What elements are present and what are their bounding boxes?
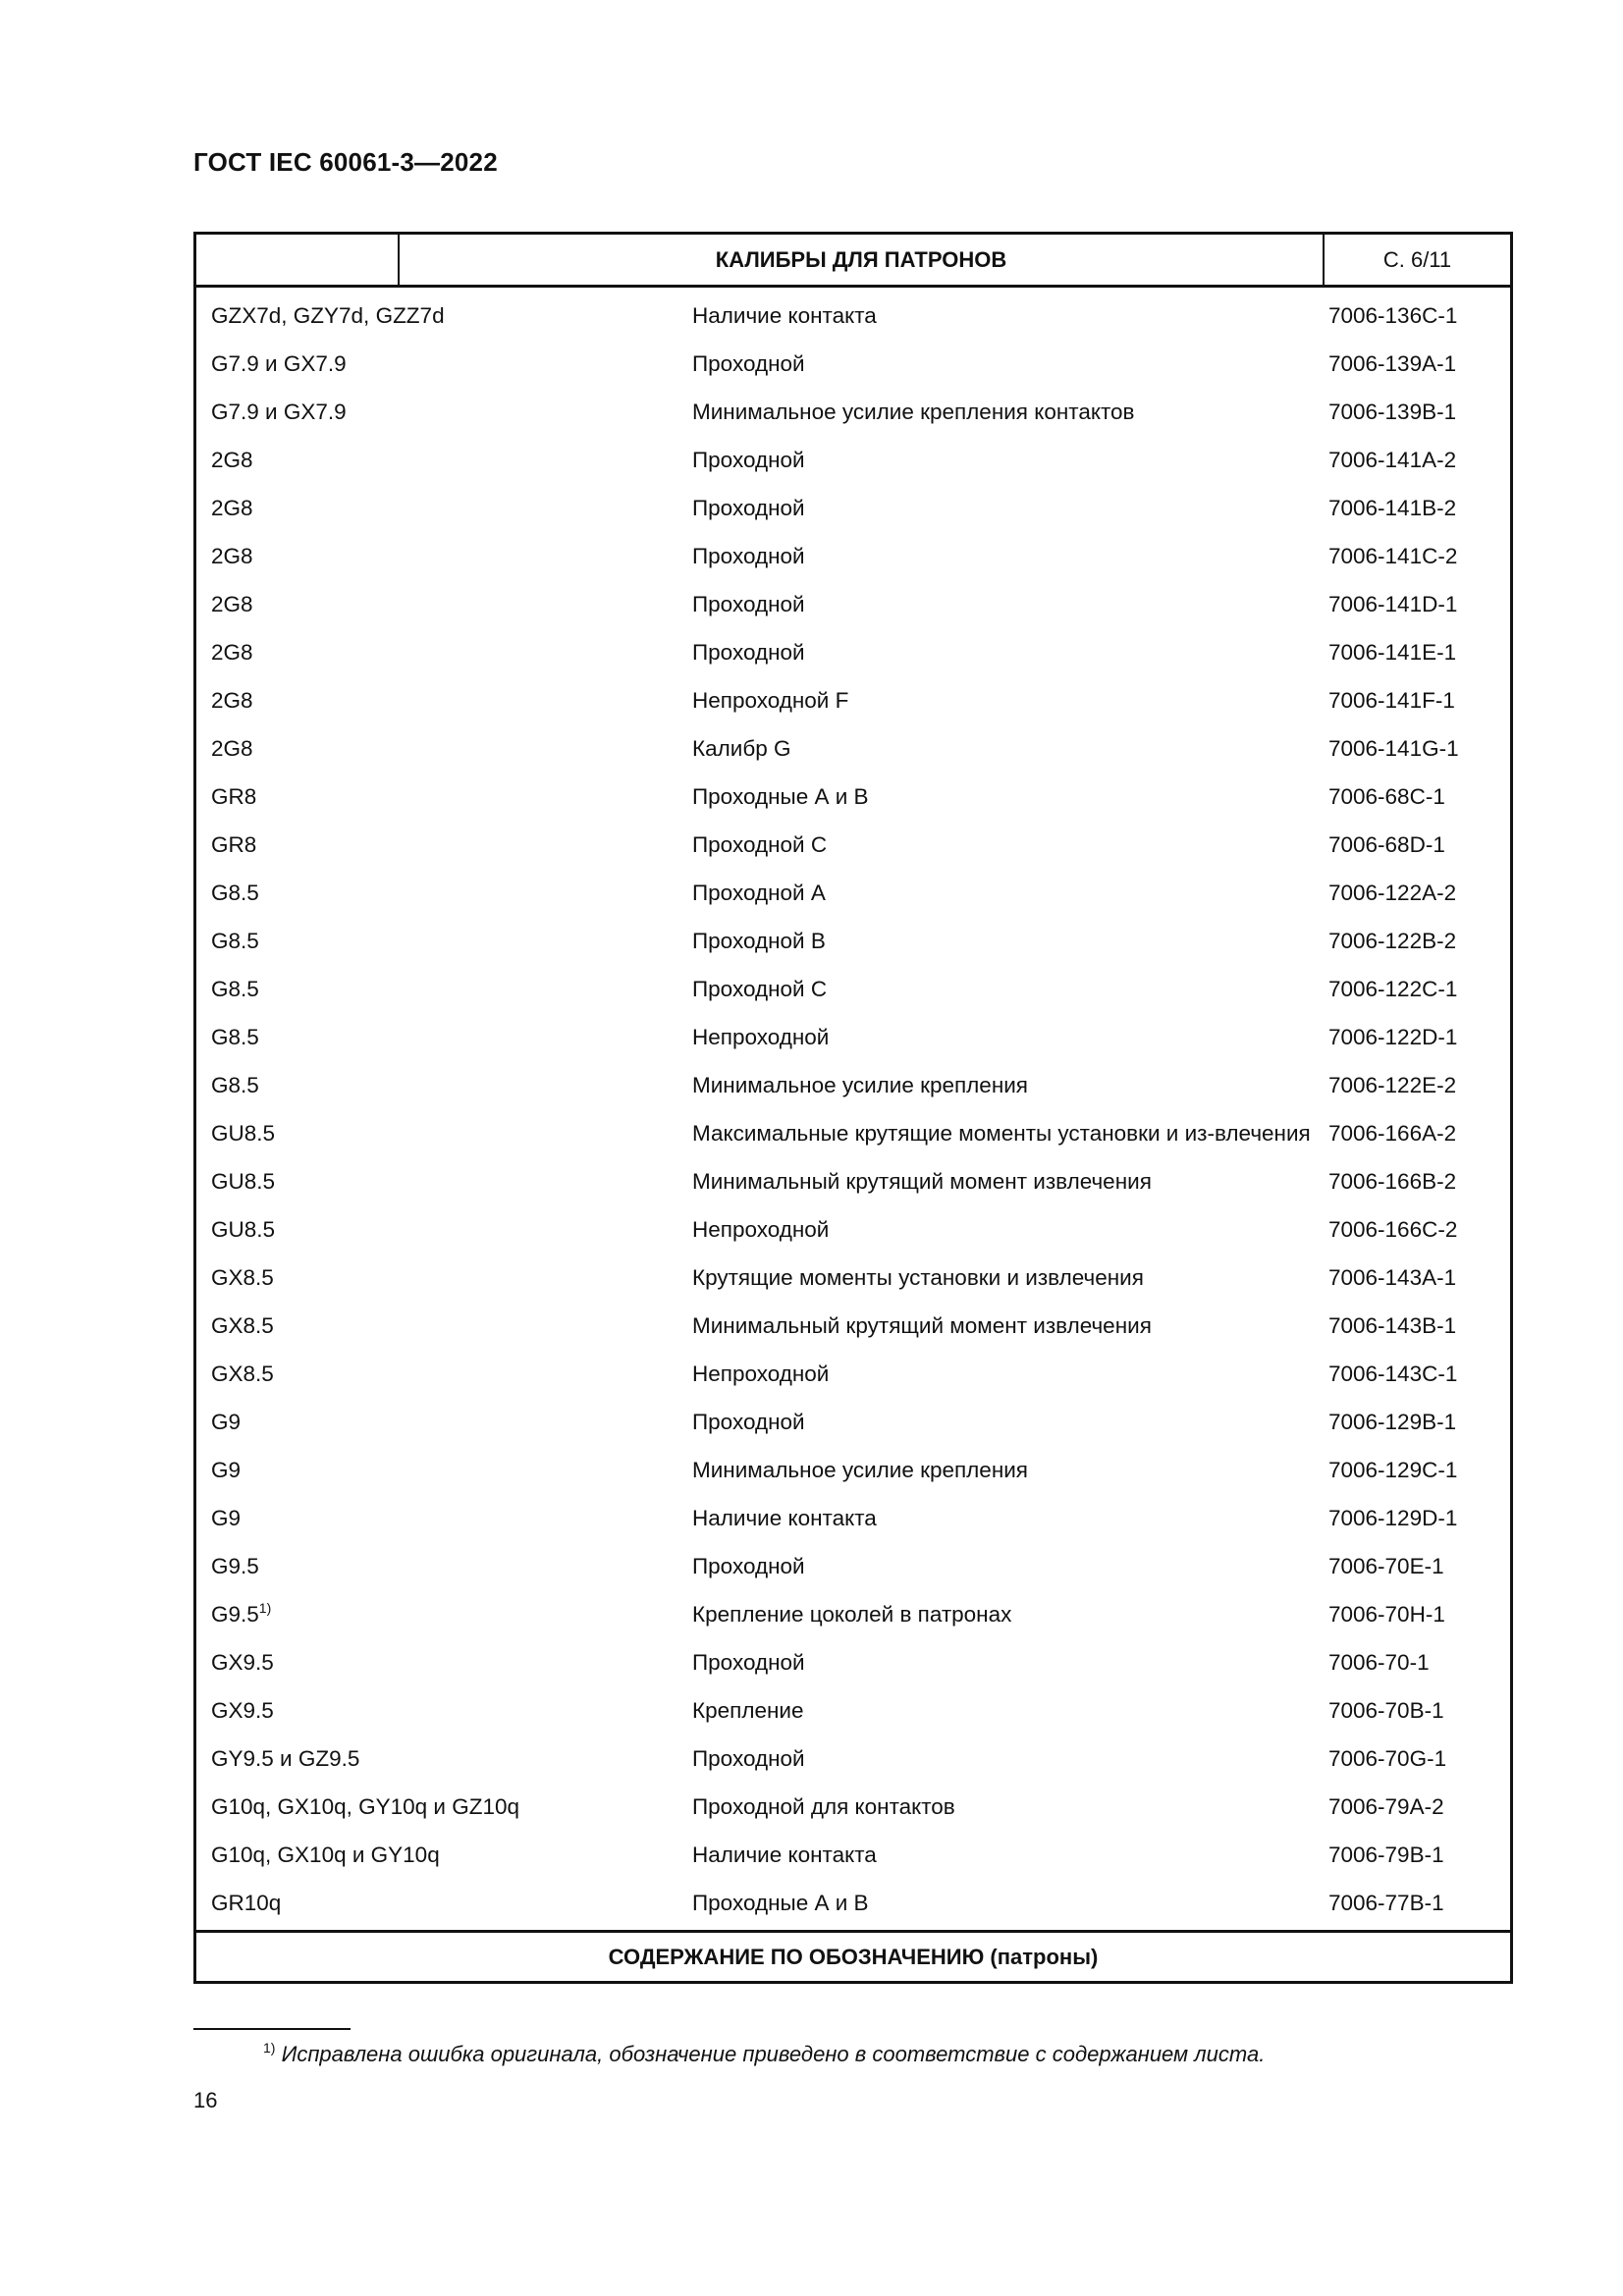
- cap-base-cell: [196, 1023, 692, 1052]
- footnote-ref: 1): [258, 1600, 272, 1616]
- sheet-number-cell: 7006-122B-2: [1328, 929, 1457, 953]
- cap-base-text: G9.5: [211, 1554, 259, 1578]
- cap-base-cell: [196, 494, 692, 523]
- table-row: [196, 1311, 1510, 1341]
- cap-base-cell: [196, 975, 692, 1004]
- gauge-name-cell: Проходной: [692, 592, 805, 616]
- table-row: [196, 494, 1510, 523]
- cap-base-text: GY9.5 и GZ9.5: [211, 1746, 360, 1771]
- sheet-number-cell: 7006-129B-1: [1328, 1410, 1457, 1434]
- table-row: [196, 1408, 1510, 1437]
- cap-base-text: 2G8: [211, 448, 253, 472]
- gauge-name-cell: Крепление цоколей в патронах: [692, 1602, 1012, 1627]
- gauges-table: [193, 232, 1513, 1984]
- table-row: [196, 1360, 1510, 1389]
- cap-base-text: GX8.5: [211, 1313, 274, 1338]
- cap-base-cell: [196, 782, 692, 812]
- gauge-name-cell: Проходной для контактов: [692, 1794, 955, 1819]
- cap-base-text: G10q, GX10q и GY10q: [211, 1842, 440, 1867]
- sheet-number-cell: 7006-68C-1: [1328, 784, 1445, 809]
- cap-base-cell: [196, 686, 692, 716]
- cap-base-cell: [196, 1408, 692, 1437]
- sheet-reference: С. 6/11: [1382, 246, 1452, 272]
- gauge-name-cell: Проходной: [692, 448, 805, 472]
- cap-base-text: GX8.5: [211, 1265, 274, 1290]
- cap-base-cell: [196, 301, 692, 331]
- cap-base-cell: [196, 1841, 692, 1870]
- table-row: [196, 1841, 1510, 1870]
- table-row: [196, 1600, 1510, 1629]
- cap-base-cell: [196, 734, 692, 764]
- gauge-name-cell: Проходной: [692, 544, 805, 568]
- table-row: [196, 830, 1510, 860]
- cap-base-cell: [196, 879, 692, 908]
- gauge-name-cell: Крутящие моменты установки и извлечения: [692, 1265, 1144, 1290]
- cap-base-text: GU8.5: [211, 1121, 276, 1146]
- cap-base-cell: [196, 1744, 692, 1774]
- table-row: [196, 1696, 1510, 1726]
- cap-base-text: G7.9 и GX7.9: [211, 351, 347, 376]
- cap-base-text: GR8: [211, 832, 257, 857]
- cap-base-text: G7.9 и GX7.9: [211, 400, 347, 424]
- cap-base-cell: [196, 1648, 692, 1678]
- cap-base-cell: [196, 1696, 692, 1726]
- cap-base-cell: [196, 1360, 692, 1389]
- cap-base-cell: [196, 1600, 692, 1629]
- footnote: [263, 2042, 1265, 2067]
- gauge-name-cell: Проходной С: [692, 977, 828, 1001]
- cap-base-cell: [196, 1119, 692, 1148]
- gauge-name-cell: Минимальное усилие крепления контактов: [692, 400, 1135, 424]
- table-row: [196, 1648, 1510, 1678]
- gauge-name-cell: Проходной: [692, 1554, 805, 1578]
- sheet-number-cell: 7006-141E-1: [1328, 640, 1457, 665]
- table-row: [196, 349, 1510, 379]
- sheet-number-cell: 7006-141G-1: [1328, 736, 1459, 761]
- gauge-name-cell: Проходной: [692, 496, 805, 520]
- gauge-name-cell: Проходной: [692, 640, 805, 665]
- table-row: [196, 1456, 1510, 1485]
- sheet-number-cell: 7006-141B-2: [1328, 496, 1457, 520]
- cap-base-cell: [196, 1792, 692, 1822]
- gauge-name-cell: Непроходной: [692, 1217, 830, 1242]
- cap-base-cell: [196, 830, 692, 860]
- cap-base-cell: [196, 349, 692, 379]
- table-row: [196, 1215, 1510, 1245]
- cap-base-cell: [196, 1167, 692, 1197]
- gauge-name-cell: Проходной С: [692, 832, 828, 857]
- gauge-name-cell: Непроходной: [692, 1362, 830, 1386]
- sheet-number-cell: 7006-139A-1: [1328, 351, 1457, 376]
- cap-base-text: GZX7d, GZY7d, GZZ7d: [211, 303, 445, 328]
- gauge-name-cell: Максимальные крутящие моменты установки и из-влечения: [692, 1121, 1311, 1146]
- gauge-name-cell: Калибр G: [692, 736, 791, 761]
- gauge-name-cell: Проходные А и В: [692, 784, 869, 809]
- sheet-number-cell: 7006-129C-1: [1328, 1458, 1458, 1482]
- gauge-name-cell: Наличие контакта: [692, 303, 877, 328]
- sheet-number-cell: 7006-143A-1: [1328, 1265, 1457, 1290]
- cap-base-cell: [196, 398, 692, 427]
- cap-base-cell: [196, 638, 692, 667]
- sheet-number-cell: 7006-136C-1: [1328, 303, 1458, 328]
- gauge-name-cell: Минимальное усилие крепления: [692, 1073, 1028, 1097]
- cap-base-text: 2G8: [211, 544, 253, 568]
- sheet-number-cell: 7006-79B-1: [1328, 1842, 1444, 1867]
- cap-base-text: G8.5: [211, 1073, 259, 1097]
- cap-base-text: 2G8: [211, 592, 253, 616]
- sheet-number-cell: 7006-70B-1: [1328, 1698, 1444, 1723]
- cap-base-cell: [196, 542, 692, 571]
- sheet-number-cell: 7006-70-1: [1328, 1650, 1430, 1675]
- gauge-name-cell: Проходной: [692, 1746, 805, 1771]
- cap-base-cell: [196, 1215, 692, 1245]
- sheet-number-cell: 7006-70H-1: [1328, 1602, 1445, 1627]
- gauge-name-cell: Наличие контакта: [692, 1842, 877, 1867]
- cap-base-text: G9: [211, 1506, 242, 1530]
- cap-base-cell: [196, 1071, 692, 1100]
- gauge-name-cell: Проходной А: [692, 881, 826, 905]
- table-row: [196, 398, 1510, 427]
- sheet-number-cell: 7006-141C-2: [1328, 544, 1458, 568]
- sheet-number-cell: 7006-166A-2: [1328, 1121, 1457, 1146]
- sheet-number-cell: 7006-166C-2: [1328, 1217, 1458, 1242]
- table-row: [196, 590, 1510, 619]
- gauge-name-cell: Проходной: [692, 1650, 805, 1675]
- table-row: [196, 927, 1510, 956]
- footer-suffix: (патроны): [990, 1944, 1099, 1969]
- cap-base-text: GX8.5: [211, 1362, 274, 1386]
- table-row: [196, 542, 1510, 571]
- gauge-name-cell: Непроходной F: [692, 688, 849, 713]
- cap-base-cell: [196, 1504, 692, 1533]
- sheet-number-cell: 7006-122C-1: [1328, 977, 1458, 1001]
- sheet-number-cell: 7006-143B-1: [1328, 1313, 1457, 1338]
- cap-base-cell: [196, 446, 692, 475]
- cap-base-cell: [196, 1263, 692, 1293]
- footer-title: СОДЕРЖАНИЕ ПО ОБОЗНАЧЕНИЮ: [608, 1944, 985, 1969]
- cap-base-text: 2G8: [211, 736, 253, 761]
- table-row: [196, 686, 1510, 716]
- table-footer: [196, 1930, 1510, 1981]
- cap-base-text: GU8.5: [211, 1217, 276, 1242]
- gauge-name-cell: Проходные А и В: [692, 1891, 869, 1915]
- table-row: [196, 782, 1510, 812]
- cap-base-cell: [196, 590, 692, 619]
- table-row: [196, 1889, 1510, 1918]
- cap-base-cell: [196, 1311, 692, 1341]
- cap-base-text: GU8.5: [211, 1169, 276, 1194]
- cap-base-text: G8.5: [211, 929, 259, 953]
- cap-base-text: 2G8: [211, 688, 253, 713]
- gauge-name-cell: Проходной: [692, 351, 805, 376]
- gauge-name-cell: Проходной В: [692, 929, 826, 953]
- cap-base-cell: [196, 1456, 692, 1485]
- sheet-number-cell: 7006-143C-1: [1328, 1362, 1458, 1386]
- footnote-marker: 1): [263, 2040, 276, 2056]
- table-row: [196, 975, 1510, 1004]
- table-header: [196, 235, 1510, 288]
- sheet-number-cell: 7006-141D-1: [1328, 592, 1458, 616]
- page-number: 16: [193, 2088, 218, 2112]
- sheet-number-cell: 7006-79A-2: [1328, 1794, 1444, 1819]
- table-row: [196, 446, 1510, 475]
- sheet-number-cell: 7006-77B-1: [1328, 1891, 1444, 1915]
- cap-base-text: G8.5: [211, 977, 259, 1001]
- table-row: [196, 301, 1510, 331]
- table-row: [196, 1023, 1510, 1052]
- table-row: [196, 1167, 1510, 1197]
- cap-base-text: 2G8: [211, 496, 253, 520]
- table-row: [196, 1071, 1510, 1100]
- cap-base-text: GR8: [211, 784, 257, 809]
- table-row: [196, 734, 1510, 764]
- table-row: [196, 1792, 1510, 1822]
- document-code: ГОСТ IEC 60061-3—2022: [193, 147, 498, 177]
- sheet-number-cell: 7006-122D-1: [1328, 1025, 1458, 1049]
- sheet-number-cell: 7006-141F-1: [1328, 688, 1455, 713]
- table-body: [196, 288, 1510, 1930]
- table-row: [196, 1119, 1510, 1148]
- footnote-text: Исправлена ошибка оригинала, обозначение приведено в соответствие с содержанием листа.: [281, 2042, 1266, 2066]
- gauge-name-cell: Минимальный крутящий момент извлечения: [692, 1169, 1152, 1194]
- cap-base-text: GR10q: [211, 1891, 282, 1915]
- cap-base-text: G8.5: [211, 881, 259, 905]
- cap-base-text: 2G8: [211, 640, 253, 665]
- sheet-number-cell: 7006-129D-1: [1328, 1506, 1458, 1530]
- cap-base-text: GX9.5: [211, 1650, 274, 1675]
- header-blank-cell: [196, 235, 400, 285]
- sheet-number-cell: 7006-141A-2: [1328, 448, 1457, 472]
- sheet-number-cell: 7006-70G-1: [1328, 1746, 1447, 1771]
- table-row: [196, 1552, 1510, 1581]
- cap-base-text: G8.5: [211, 1025, 259, 1049]
- gauge-name-cell: Крепление: [692, 1698, 804, 1723]
- sheet-number-cell: 7006-166B-2: [1328, 1169, 1457, 1194]
- sheet-number-cell: 7006-122E-2: [1328, 1073, 1457, 1097]
- table-row: [196, 638, 1510, 667]
- sheet-number-cell: 7006-122A-2: [1328, 881, 1457, 905]
- table-row: [196, 1504, 1510, 1533]
- sheet-number-cell: 7006-70E-1: [1328, 1554, 1444, 1578]
- cap-base-text: G10q, GX10q, GY10q и GZ10q: [211, 1794, 520, 1819]
- cap-base-cell: [196, 1889, 692, 1918]
- table-title: КАЛИБРЫ ДЛЯ ПАТРОНОВ: [400, 235, 1325, 285]
- table-row: [196, 1744, 1510, 1774]
- cap-base-text: GX9.5: [211, 1698, 274, 1723]
- gauge-name-cell: Минимальный крутящий момент извлечения: [692, 1313, 1152, 1338]
- gauge-name-cell: Наличие контакта: [692, 1506, 877, 1530]
- gauge-name-cell: Минимальное усилие крепления: [692, 1458, 1028, 1482]
- gauge-name-cell: Проходной: [692, 1410, 805, 1434]
- sheet-number-cell: 7006-139B-1: [1328, 400, 1457, 424]
- gauge-name-cell: Непроходной: [692, 1025, 830, 1049]
- cap-base-text: G9.5: [211, 1602, 259, 1627]
- footnote-rule: [193, 2028, 351, 2030]
- cap-base-cell: [196, 927, 692, 956]
- table-row: [196, 1263, 1510, 1293]
- cap-base-text: G9: [211, 1458, 242, 1482]
- cap-base-text: G9: [211, 1410, 242, 1434]
- sheet-number-cell: 7006-68D-1: [1328, 832, 1445, 857]
- table-row: [196, 879, 1510, 908]
- cap-base-cell: [196, 1552, 692, 1581]
